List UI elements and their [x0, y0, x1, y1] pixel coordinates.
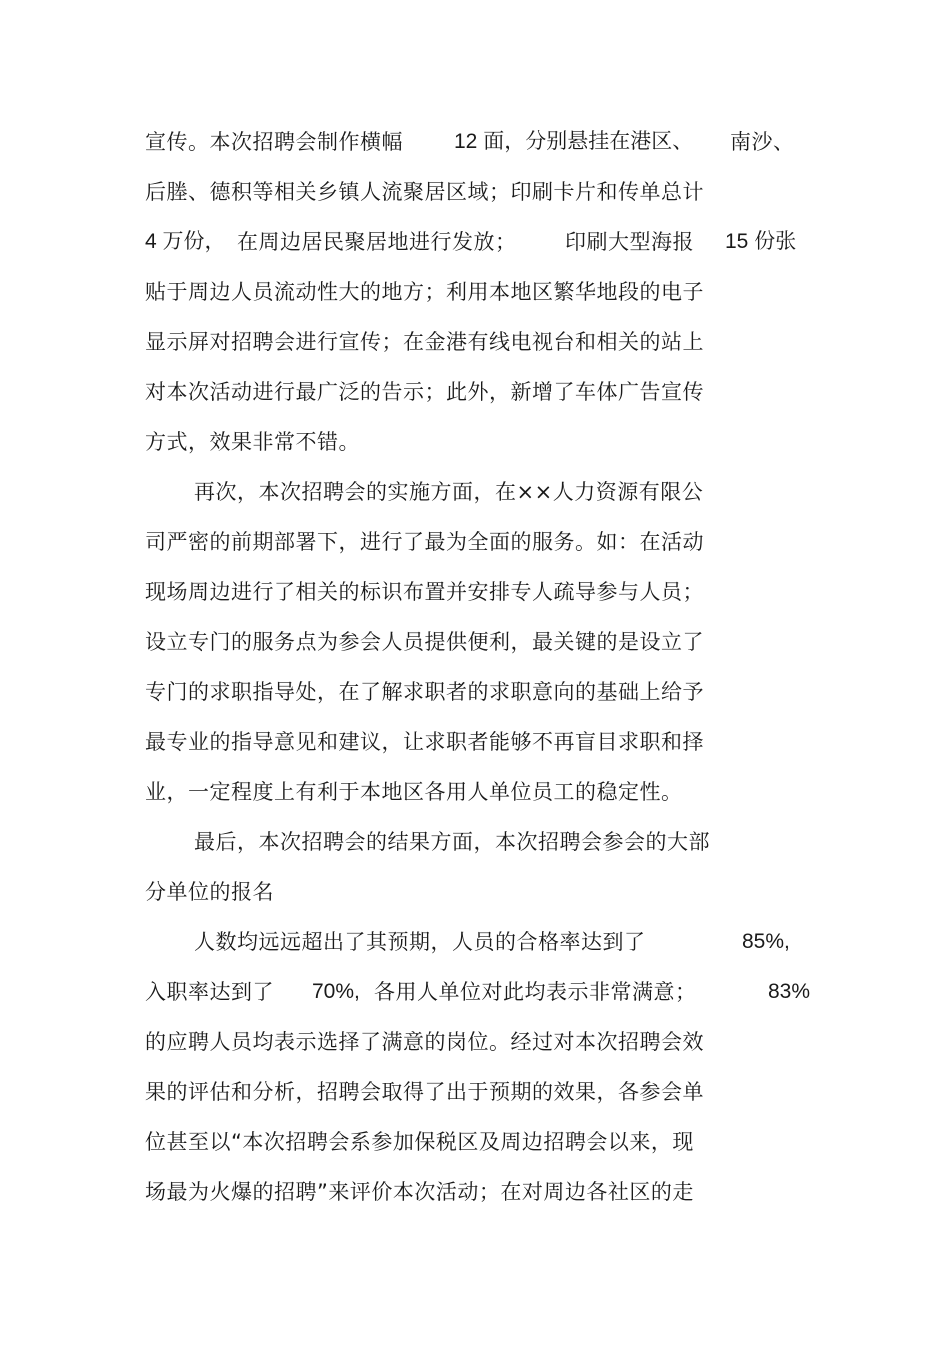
- text-segment: 4 万份，: [145, 230, 226, 253]
- text-segment: 专门的求职指导处，在了解求职者的求职意向的基础上给予: [145, 680, 704, 704]
- text-line: [0, 877, 274, 907]
- text-line: [0, 1077, 704, 1107]
- text-segment: 设立专门的服务点为参会人员提供便利，最关键的是设立了: [145, 630, 704, 654]
- text-line: [0, 177, 704, 207]
- text-segment: 15 份张: [725, 230, 797, 253]
- text-line: [0, 277, 704, 307]
- text-line: [0, 227, 797, 257]
- text-line: [0, 777, 683, 807]
- text-segment: 12 面，分别悬挂在港区、: [454, 130, 694, 153]
- text-segment: 印刷大型海报: [565, 230, 694, 254]
- text-line: [0, 1027, 704, 1057]
- text-segment: 在周边居民聚居地进行发放；: [237, 230, 517, 254]
- text-line: [0, 727, 704, 757]
- text-line: [0, 527, 704, 557]
- text-segment: 入职率达到了: [145, 980, 274, 1004]
- text-segment: 最专业的指导意见和建议，让求职者能够不再盲目求职和择: [145, 730, 704, 754]
- text-line: [0, 627, 704, 657]
- text-segment: 显示屏对招聘会进行宣传；在金港有线电视台和相关的站上: [145, 330, 704, 354]
- text-segment: 司严密的前期部署下，进行了最为全面的服务。如：在活动: [145, 530, 704, 554]
- text-segment: 贴于周边人员流动性大的地方；利用本地区繁华地段的电子: [145, 280, 704, 304]
- text-line: [0, 977, 811, 1007]
- text-line: [0, 477, 704, 507]
- text-segment: 对本次活动进行最广泛的告示；此外，新增了车体广告宣传: [145, 380, 704, 404]
- text-segment: 现场周边进行了相关的标识布置并安排专人疏导参与人员；: [145, 580, 704, 604]
- text-segment: 果的评估和分析，招聘会取得了出于预期的效果，各参会单: [145, 1080, 704, 1104]
- text-line: [0, 827, 710, 857]
- text-line: [0, 677, 704, 707]
- text-line: [0, 127, 795, 157]
- text-segment: 最后，本次招聘会的结果方面，本次招聘会参会的大部: [194, 830, 710, 854]
- text-segment: 人数均远远超出了其预期，人员的合格率达到了: [194, 930, 646, 954]
- text-segment: 的应聘人员均表示选择了满意的岗位。经过对本次招聘会效: [145, 1030, 704, 1054]
- text-segment: 83%: [768, 980, 811, 1003]
- text-segment: 再次，本次招聘会的实施方面，在××人力资源有限公: [194, 480, 704, 504]
- text-line: [0, 1127, 694, 1157]
- text-segment: 分单位的报名: [145, 880, 274, 904]
- text-segment: 业，一定程度上有利于本地区各用人单位员工的稳定性。: [145, 780, 683, 804]
- text-line: [0, 577, 704, 607]
- text-segment: 方式，效果非常不错。: [145, 430, 360, 454]
- text-line: [0, 327, 704, 357]
- text-line: [0, 927, 790, 957]
- text-segment: 位甚至以“本次招聘会系参加保税区及周边招聘会以来，现: [145, 1130, 694, 1154]
- text-line: [0, 1177, 694, 1207]
- text-segment: 各用人单位对此均表示非常满意；: [374, 980, 697, 1004]
- text-segment: 后塍、德积等相关乡镇人流聚居区域；印刷卡片和传单总计: [145, 180, 704, 204]
- text-segment: 85%,: [742, 930, 790, 953]
- text-line: [0, 377, 704, 407]
- text-segment: 南沙、: [730, 130, 795, 154]
- text-segment: 场最为火爆的招聘”来评价本次活动；在对周边各社区的走: [145, 1180, 694, 1204]
- text-segment: 宣传。本次招聘会制作横幅: [145, 130, 403, 154]
- text-line: [0, 427, 360, 457]
- text-segment: 70%,: [312, 980, 360, 1003]
